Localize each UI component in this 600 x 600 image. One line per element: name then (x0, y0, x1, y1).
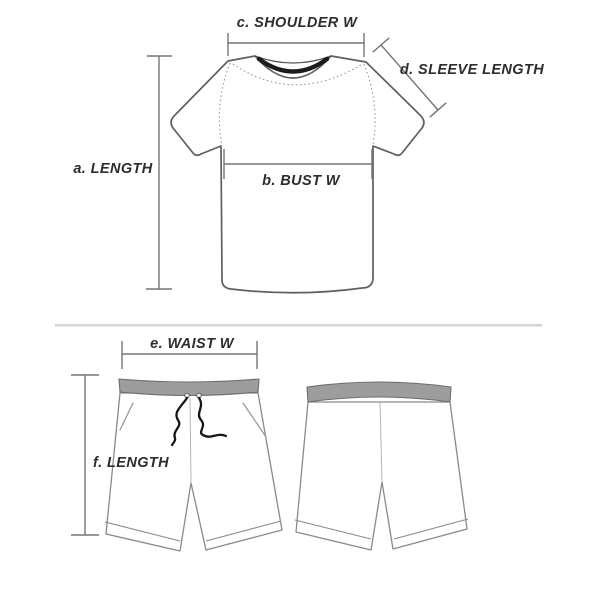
label-sleeve-length: d. SLEEVE LENGTH (399, 62, 545, 78)
shorts-front-waistband (119, 379, 259, 396)
tshirt-diagram (73, 15, 544, 293)
shorts-back-diagram (295, 382, 468, 550)
shoulder-width-measure (228, 15, 364, 57)
shorts-back-waistband (307, 382, 451, 402)
label-waist-width: e. WAIST W (150, 336, 234, 352)
label-shorts-length: f. LENGTH (92, 455, 170, 471)
label-length: a. LENGTH (73, 161, 153, 177)
waist-width-measure (122, 336, 257, 369)
label-shoulder-width: c. SHOULDER W (236, 15, 358, 31)
shorts-diagram (71, 336, 468, 551)
section-divider (55, 324, 542, 327)
length-measure (73, 56, 172, 289)
label-bust-width: b. BUST W (262, 173, 340, 189)
